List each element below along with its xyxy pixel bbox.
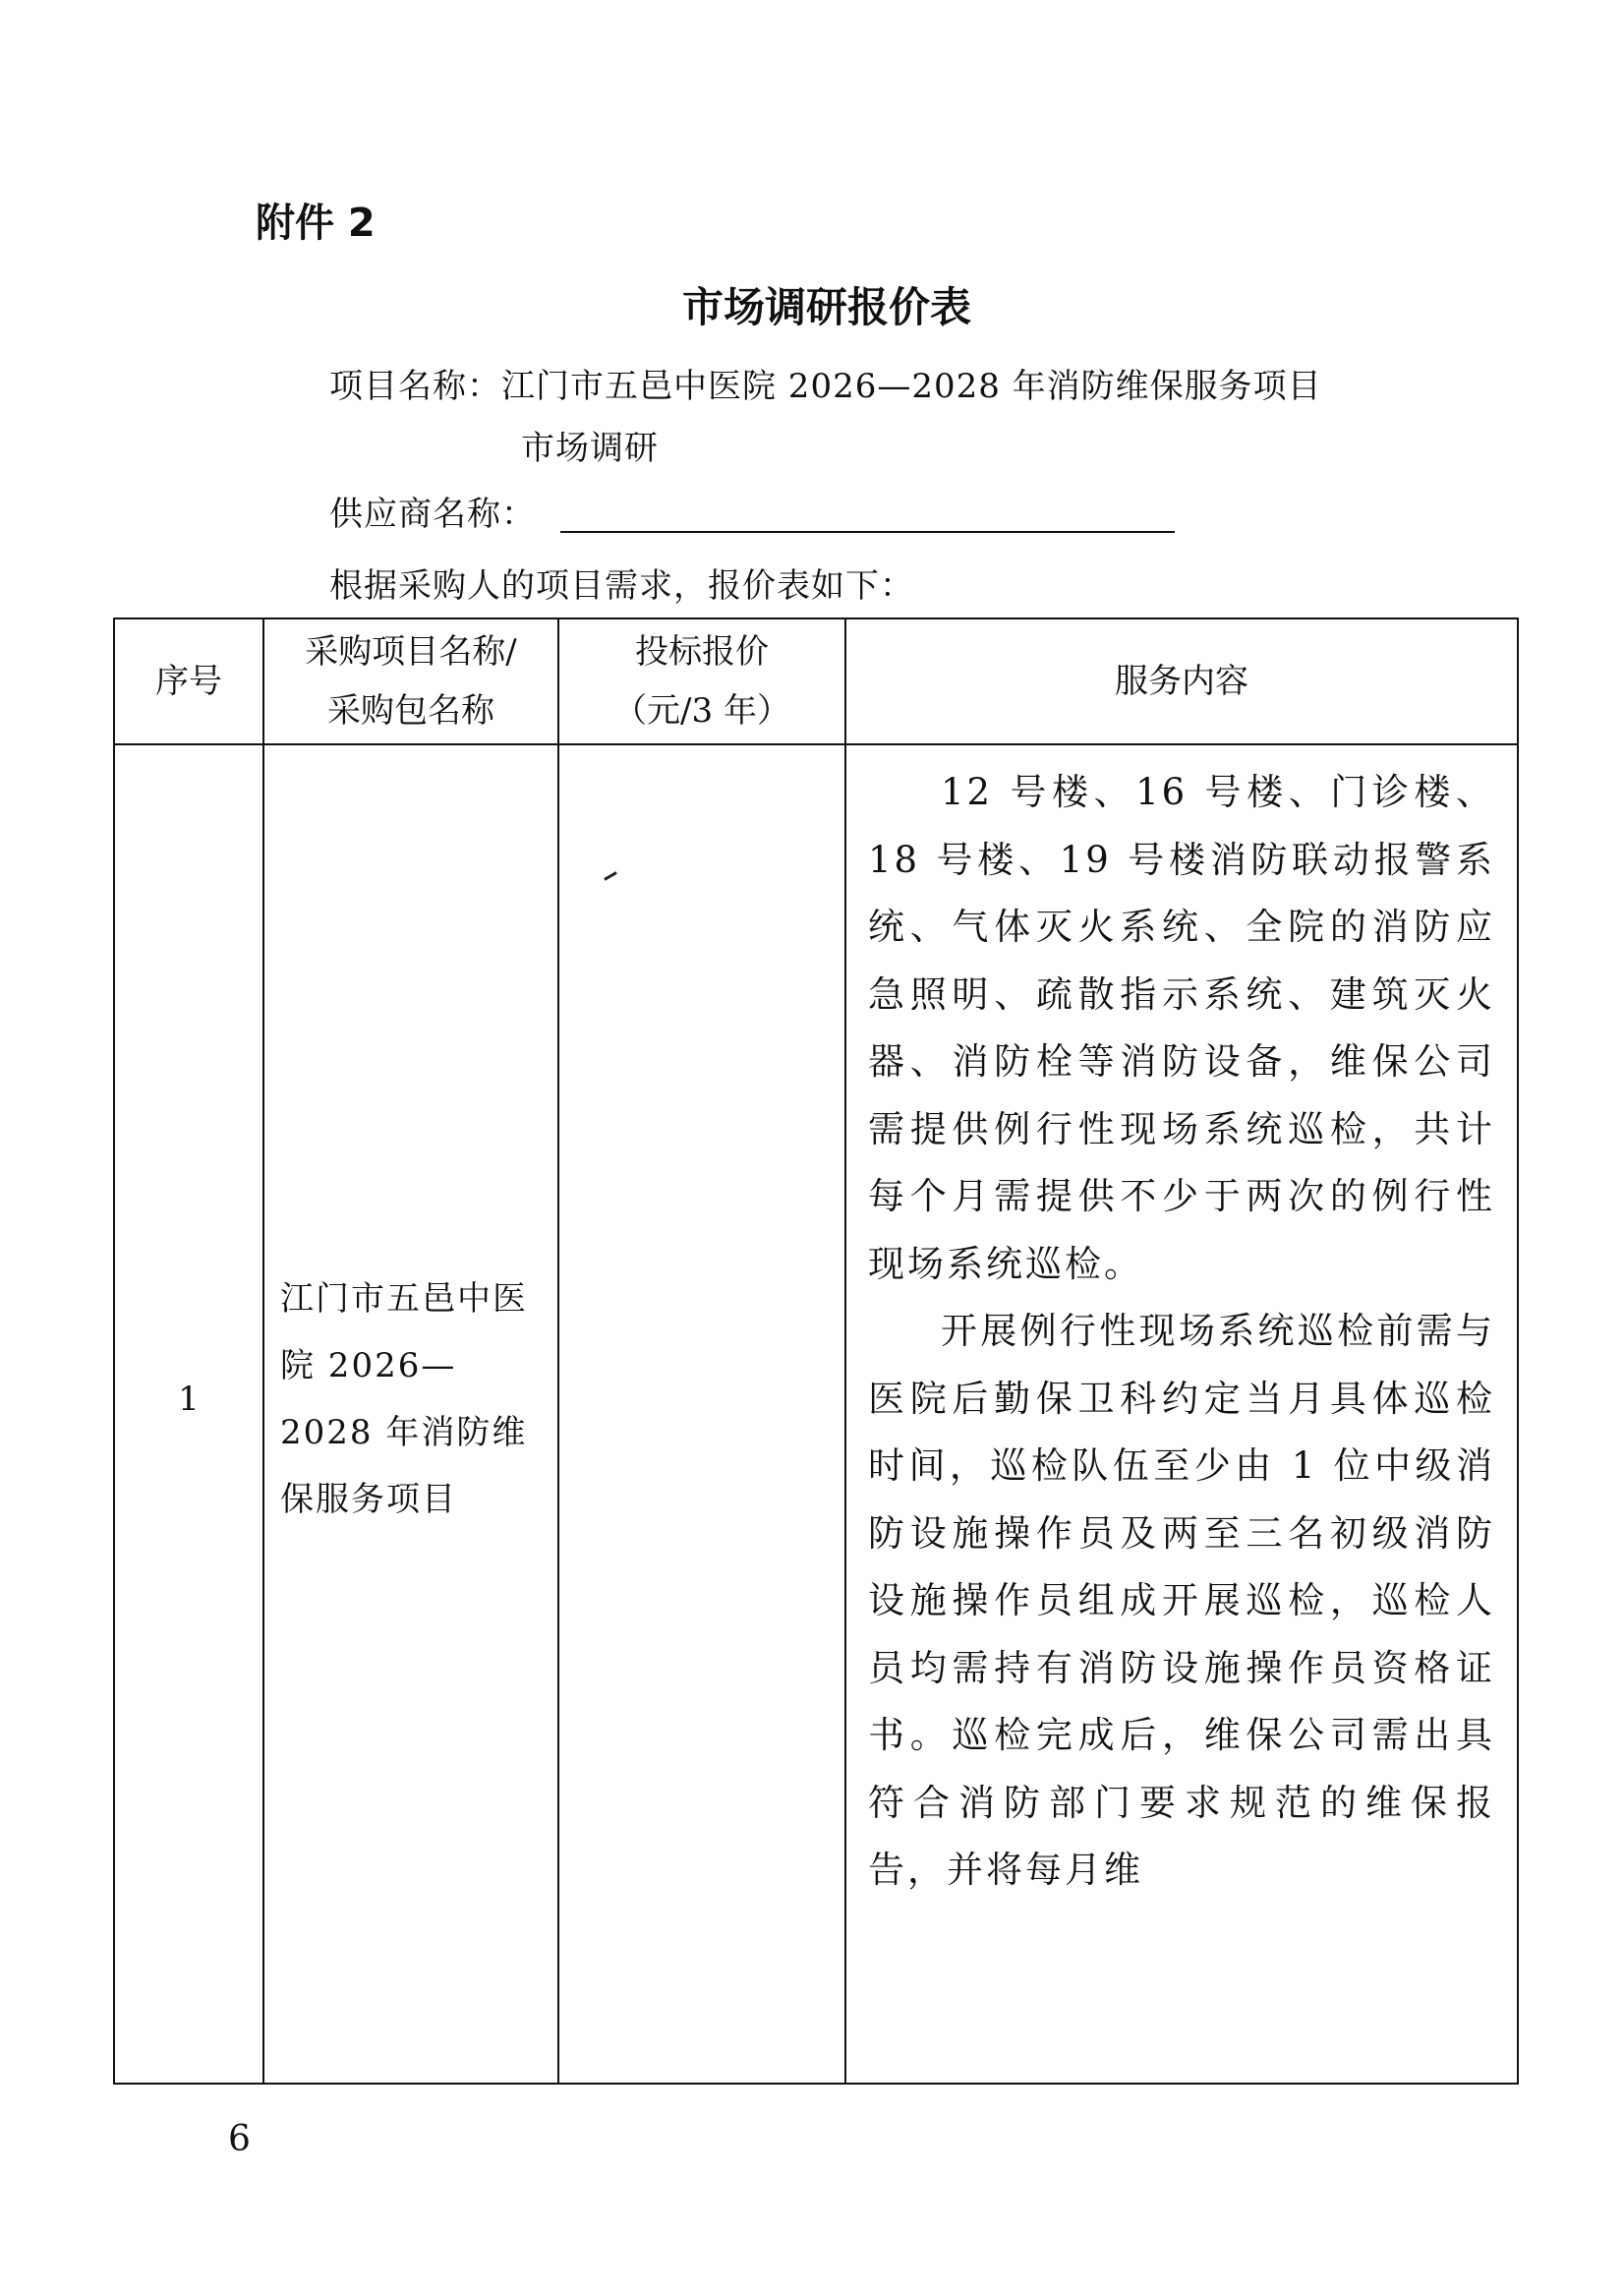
header-seq — [114, 618, 263, 744]
project-name-label: 项目名称： — [329, 367, 501, 406]
cell-item-name: 江门市五邑中医院 2026—2028 年消防维保服务项目 — [263, 744, 558, 2084]
service-content-paragraph-1: 12 号楼、16 号楼、门诊楼、18 号楼、19 号楼消防联动报警系统、气体灭火系统、全院的消防应急照明、疏散指示系统、建筑灭火器、消防栓等消防设备，维保公司需提供例行性现场系统巡检，共计每个月需提供不少于两次的例行性现场系统巡检。 — [868, 771, 1495, 1285]
cell-bid-price[interactable] — [558, 744, 845, 2084]
header-item-name-line1: 采购项目名称/ — [305, 632, 517, 672]
header-bid-price-line1: 投标报价 — [635, 632, 769, 672]
table-header-row — [114, 618, 1518, 744]
header-item-name-line2: 采购包名称 — [327, 691, 494, 731]
service-content-paragraph-2: 开展例行性现场系统巡检前需与医院后勤保卫科约定当月具体巡检时间，巡检队伍至少由 1 位中级消防设施操作员及两至三名初级消防设施操作员组成开展巡检，巡检人员均需持有消防设施操作员资格证书。巡检完成后，维保公司需出具符合消防部门要求规范的维保报告，并将每月维 — [868, 1310, 1495, 1891]
project-name-value: 江门市五邑中医院 2026—2028 年消防维保服务项目 — [501, 367, 1322, 406]
quote-table — [113, 618, 1519, 2085]
header-seq-label: 序号 — [155, 662, 222, 701]
table-row — [114, 744, 1518, 2084]
header-item-name — [263, 618, 558, 744]
supplier-name-blank-field[interactable] — [560, 531, 1175, 533]
header-bid-price — [558, 618, 845, 744]
header-bid-price-line2: （元/3 年） — [613, 691, 790, 731]
intro-text: 根据采购人的项目需求，报价表如下： — [329, 566, 914, 606]
header-service-content-label: 服务内容 — [1115, 662, 1248, 701]
header-service-content — [845, 618, 1518, 744]
project-name-line — [329, 359, 1322, 407]
supplier-name-label: 供应商名称： — [329, 495, 536, 534]
page-number: 6 — [228, 2119, 251, 2159]
supplier-name-line — [329, 487, 536, 535]
cell-seq: 1 — [114, 744, 263, 2084]
cell-service-content — [845, 744, 1518, 2084]
document-title: 市场调研报价表 — [681, 283, 971, 331]
attachment-label: 附件 2 — [256, 201, 376, 246]
project-name-continuation: 市场调研 — [521, 429, 659, 468]
